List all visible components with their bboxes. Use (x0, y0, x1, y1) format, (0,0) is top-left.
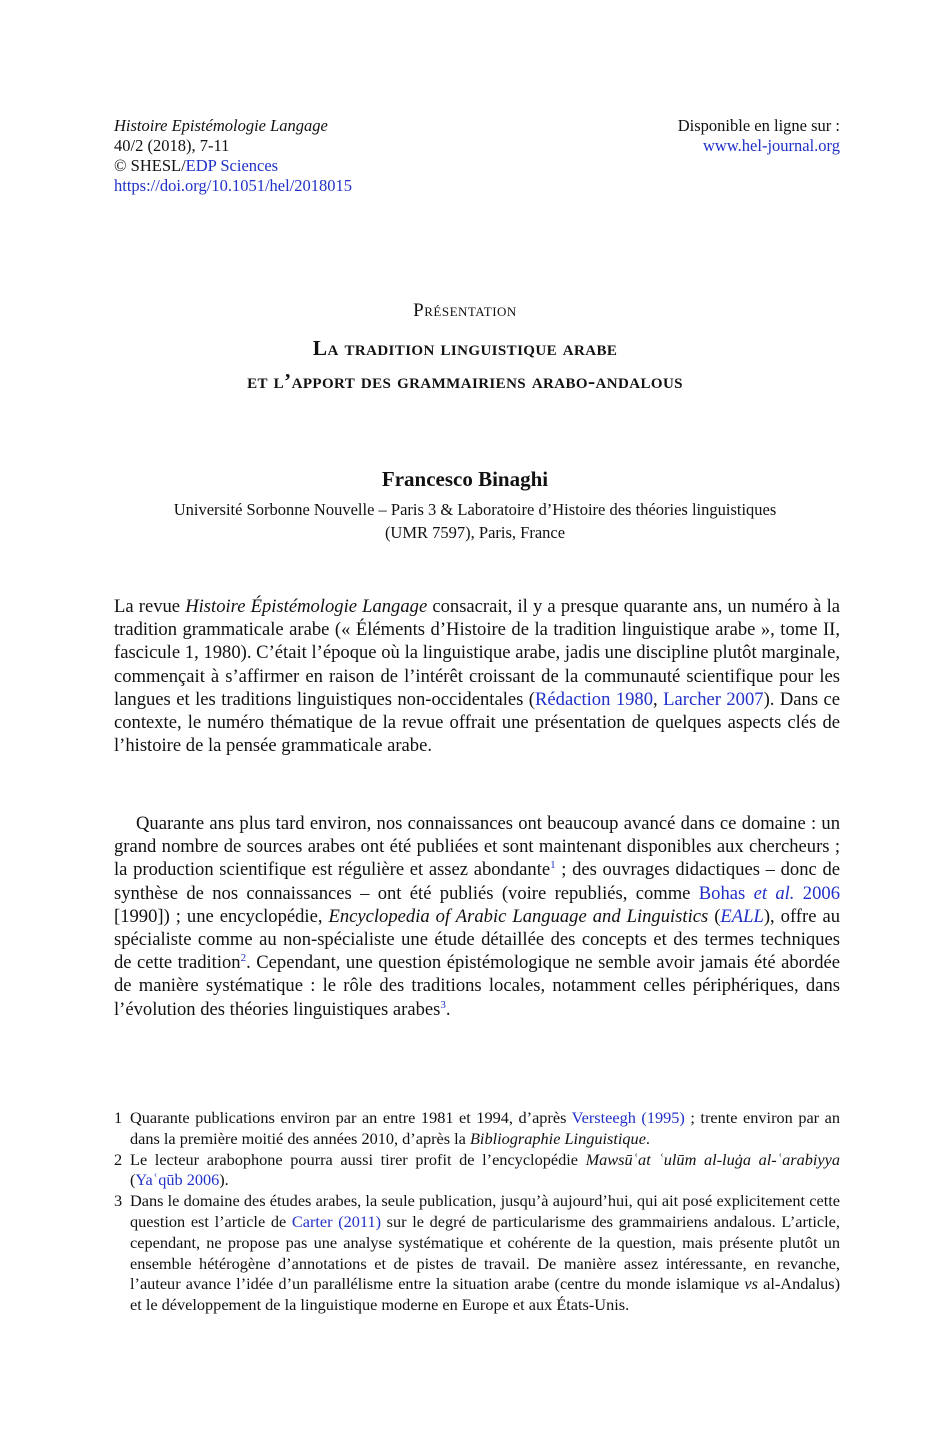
text-run: Quarante publications environ par an entre 1981 et 1994, d’après (130, 1108, 572, 1127)
text-run: Quarante ans plus tard environ, nos connaissances ont beaucoup avancé dans ce domaine : un grand nombre de sources arabes ont été publiées et sont maintenant disponibles aux chercheurs ; la production scientifique est régulière et assez abondante (114, 813, 840, 881)
citation-link-larcher-2007[interactable]: Larcher 2007 (663, 688, 764, 710)
footnote-ref-1[interactable]: 1 (550, 859, 556, 872)
footnote-text (130, 1191, 840, 1316)
journal-metadata (114, 116, 352, 196)
journal-volume: 40/2 (2018), 7-11 (114, 136, 230, 155)
text-run: ). (219, 1170, 229, 1190)
citation-link-redaction-1980[interactable]: Rédaction 1980 (535, 688, 654, 710)
citation-etal: et al. (753, 882, 795, 904)
website-link[interactable]: www.hel-journal.org (702, 136, 840, 155)
text-run: Dans le domaine des études arabes, la seule publication, jusqu’à aujourd’hui, qui ait posé explicitement cette question est l’article de (130, 1191, 840, 1231)
text-run: sur le degré de particularisme des grammairiens andalous. L’article, cependant, ne propose pas une analyse systématique et cohérente de la question, mais présente plutôt un ensemble hétérogène d’annotations et de pistes de travail. De manière assez intéressante, en revanche, l’auteur avance l’idée d’un parallélisme entre la situation arabe (centre du monde islamique (130, 1211, 840, 1294)
paragraph-1 (114, 595, 840, 757)
text-run: La revue (114, 596, 186, 617)
journal-name: Histoire Epistémologie Langage (114, 116, 328, 135)
italic-term: vs (744, 1274, 758, 1294)
text-run: . Cependant, une question épistémologique ne semble avoir jamais été abordée de manière systématique : le rôle des traditions locales, notamment celles périphériques, dans l’évolution des théories linguistiques arabes (114, 952, 840, 1020)
text-run: Le lecteur arabophone pourra aussi tirer profit de l’encyclopédie (130, 1149, 586, 1169)
footnote-number: 2 (114, 1149, 123, 1169)
text-run: ; des ouvrages didactiques – donc de synthèse de nos connaissances – ont été publiés (voire republiés, comme (114, 859, 840, 904)
citation-link-eall[interactable]: EALL (720, 905, 764, 927)
footnotes (114, 1108, 840, 1316)
footnote-1 (114, 1108, 840, 1150)
citation-link-yaqub-2006[interactable]: Yaʿqūb 2006 (135, 1170, 220, 1190)
availability-info (678, 116, 840, 156)
footnote-ref-2[interactable]: 2 (240, 952, 247, 965)
article-title (0, 332, 930, 398)
publisher-link[interactable]: EDP Sciences (185, 156, 279, 175)
citation-author: Bohas (698, 882, 754, 904)
footnote-number: 1 (114, 1108, 123, 1127)
text-run: . (445, 998, 451, 1020)
footnote-text (130, 1150, 840, 1192)
text-run: ). Dans ce contexte, le numéro thématique de la revue offrait une présentation de quelques aspects clés de l’histoire de la pensée grammaticale arabe. (114, 688, 841, 757)
available-label: Disponible en ligne sur : (677, 116, 840, 135)
footnote-2 (114, 1150, 840, 1192)
text-run: ; trente environ par an dans la première moitié des années 2010, d’après la (130, 1108, 841, 1148)
affiliation-line-1: Université Sorbonne Nouvelle – Paris 3 & Laboratoire d’Histoire des théories linguistiques (173, 500, 777, 519)
section-label: Présentation (413, 300, 517, 321)
text-run: ( (708, 905, 721, 927)
footnote-text (130, 1108, 840, 1150)
footnote-ref-3[interactable]: 3 (440, 998, 446, 1011)
citation-link-bohas-2006[interactable] (699, 883, 840, 904)
title-line-1: La tradition linguistique arabe (312, 336, 618, 360)
journal-title-italic: Histoire Épistémologie Langage (185, 596, 428, 617)
text-run: consacrait, il y a presque quarante ans, un numéro à la tradition grammaticale arabe (« Éléments d’Histoire de la tradition linguistique arabe », tome II, fascicule 1, 1980). C’était l’époque où la linguistique arabe, jadis une discipline plutôt marginale, commençait à s’affirmer en raison de l’intérêt croissant de la communauté scientifique pour les langues et les traditions linguistiques non-occidentales ( (114, 596, 841, 710)
footnote-3 (114, 1191, 840, 1316)
citation-link-carter-2011[interactable]: Carter (2011) (291, 1211, 382, 1231)
author-affiliation (100, 498, 850, 544)
text-run: [1990]) ; une encyclopédie, (114, 905, 329, 927)
affiliation-line-2: (UMR 7597), Paris, France (384, 523, 566, 542)
doi-link[interactable]: https://doi.org/10.1051/hel/2018015 (114, 176, 353, 195)
italic-title: Bibliographie Linguistique (469, 1128, 646, 1148)
text-run: ), offre au spécialiste comme au non-spécialiste une étude détaillée des concepts et des termes techniques de cette tradition (114, 905, 840, 974)
copyright-text: © SHESL/ (114, 156, 186, 175)
footnote-number: 3 (114, 1191, 123, 1211)
encyclopedia-title-italic: Encyclopedia of Arabic Language and Linguistics (328, 905, 709, 927)
citation-year: 2006 (794, 882, 840, 904)
text-run: , (653, 688, 664, 710)
text-run: ( (130, 1170, 136, 1190)
citation-link-versteegh-1995[interactable]: Versteegh (1995) (571, 1108, 685, 1127)
text-run: . (645, 1128, 650, 1148)
paragraph-2 (114, 812, 840, 1021)
italic-title: Mawsūʿat ʿulūm al-luġa al-ʿarabiyya (585, 1149, 840, 1169)
title-line-2: et l’apport des grammairiens arabo-andalous (247, 369, 683, 393)
copyright-line (114, 156, 352, 176)
text-run: al-Andalus) et le développement de la linguistique moderne en Europe et aux États-Unis. (130, 1274, 840, 1315)
author-name: Francesco Binaghi (381, 467, 549, 491)
